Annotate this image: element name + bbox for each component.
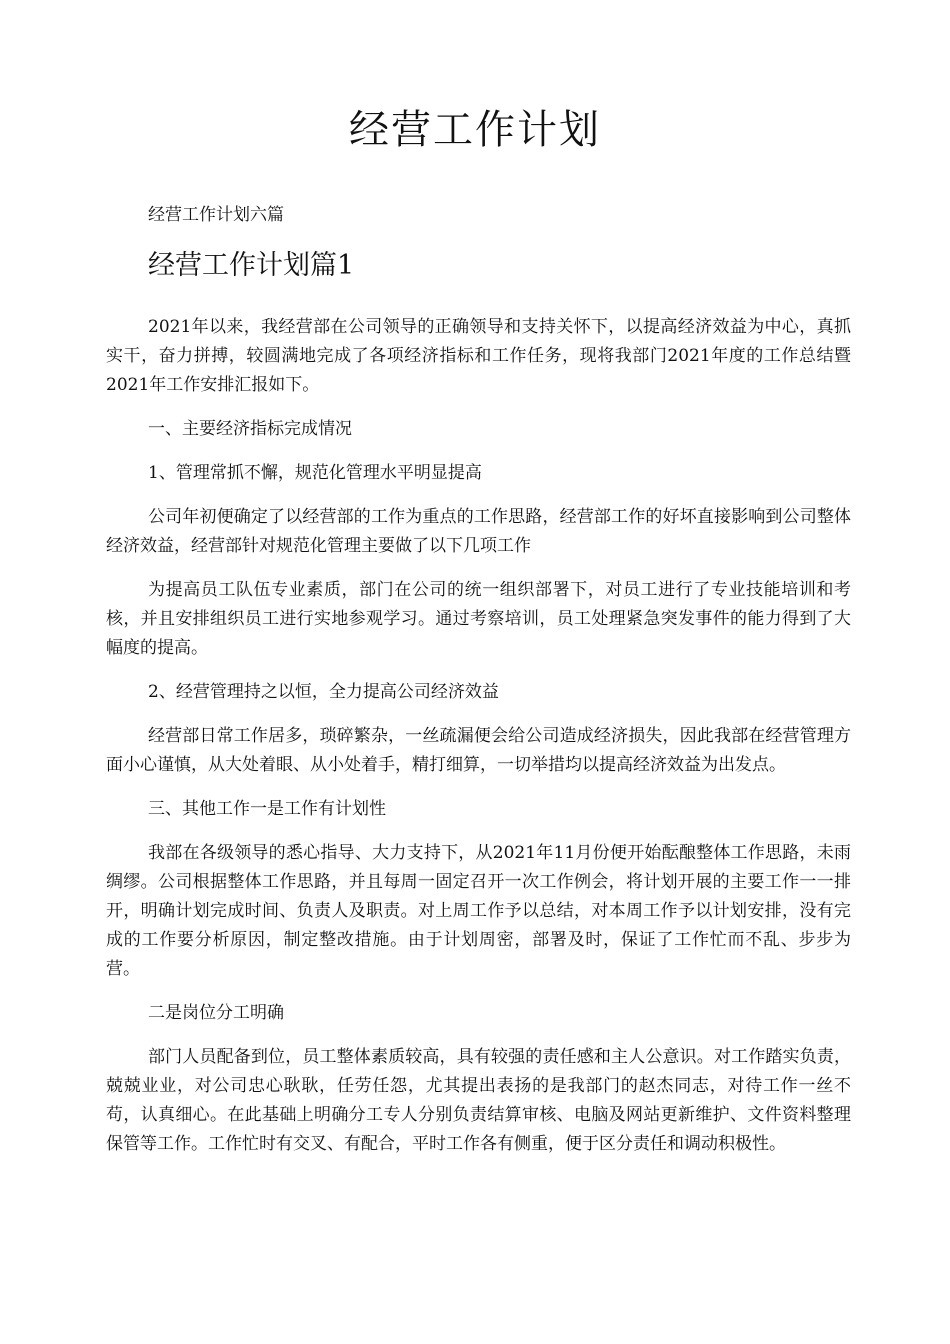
heading-management: 1、管理常抓不懈，规范化管理水平明显提高 [148, 463, 482, 483]
paragraph-management: 公司年初便确定了以经营部的工作为重点的工作思路，经营部工作的好坏直接影响到公司整体经济效益，经营部针对规范化管理主要做了以下几项工作 [106, 507, 851, 556]
paragraph-roles: 部门人员配备到位，员工整体素质较高，具有较强的责任感和主人公意识。对工作踏实负责，兢兢业业，对公司忠心耿耿，任劳任怨，尤其提出表扬的是我部门的赵杰同志，对待工作一丝不苟，认真细心。在此基础上明确分工专人分别负责结算审核、电脑及网站更新维护、文件资料整理保管等工作。工作忙时有交叉、有配合，平时工作各有侧重，便于区分责任和调动积极性。 [106, 1047, 851, 1154]
paragraph-intro: 2021年以来，我经营部在公司领导的正确领导和支持关怀下，以提高经济效益为中心，真抓实干，奋力拼搏，较圆满地完成了各项经济指标和工作任务，现将我部门2021年度的工作总结暨2021年工作安排汇报如下。 [106, 317, 851, 395]
heading-main-indicators: 一、主要经济指标完成情况 [148, 419, 352, 439]
document-title: 经营工作计划 [349, 107, 601, 153]
heading-other-work: 三、其他工作一是工作有计划性 [148, 799, 386, 819]
heading-roles: 二是岗位分工明确 [148, 1003, 284, 1023]
paragraph-operations: 经营部日常工作居多，琐碎繁杂，一丝疏漏便会给公司造成经济损失，因此我部在经营管理方面小心谨慎，从大处着眼、从小处着手，精打细算，一切举措均以提高经济效益为出发点。 [106, 726, 851, 775]
document-body [106, 313, 851, 1174]
paragraph-planning: 我部在各级领导的悉心指导、大力支持下，从2021年11月份便开始酝酿整体工作思路，未雨绸缪。公司根据整体工作思路，并且每周一固定召开一次工作例会，将计划开展的主要工作一一排开，明确计划完成时间、负责人及职责。对上周工作予以总结，对本周工作予以计划安排，没有完成的工作要分析原因，制定整改措施。由于计划周密，部署及时，保证了工作忙而不乱、步步为营。 [106, 843, 851, 979]
document-subtitle: 经营工作计划六篇 [148, 205, 284, 225]
heading-operations: 2、经营管理持之以恒，全力提高公司经济效益 [148, 682, 499, 702]
paragraph-training: 为提高员工队伍专业素质，部门在公司的统一组织部署下，对员工进行了专业技能培训和考核，并且安排组织员工进行实地参观学习。通过考察培训，员工处理紧急突发事件的能力得到了大幅度的提高。 [106, 580, 851, 658]
section-title: 经营工作计划篇1 [148, 250, 355, 281]
